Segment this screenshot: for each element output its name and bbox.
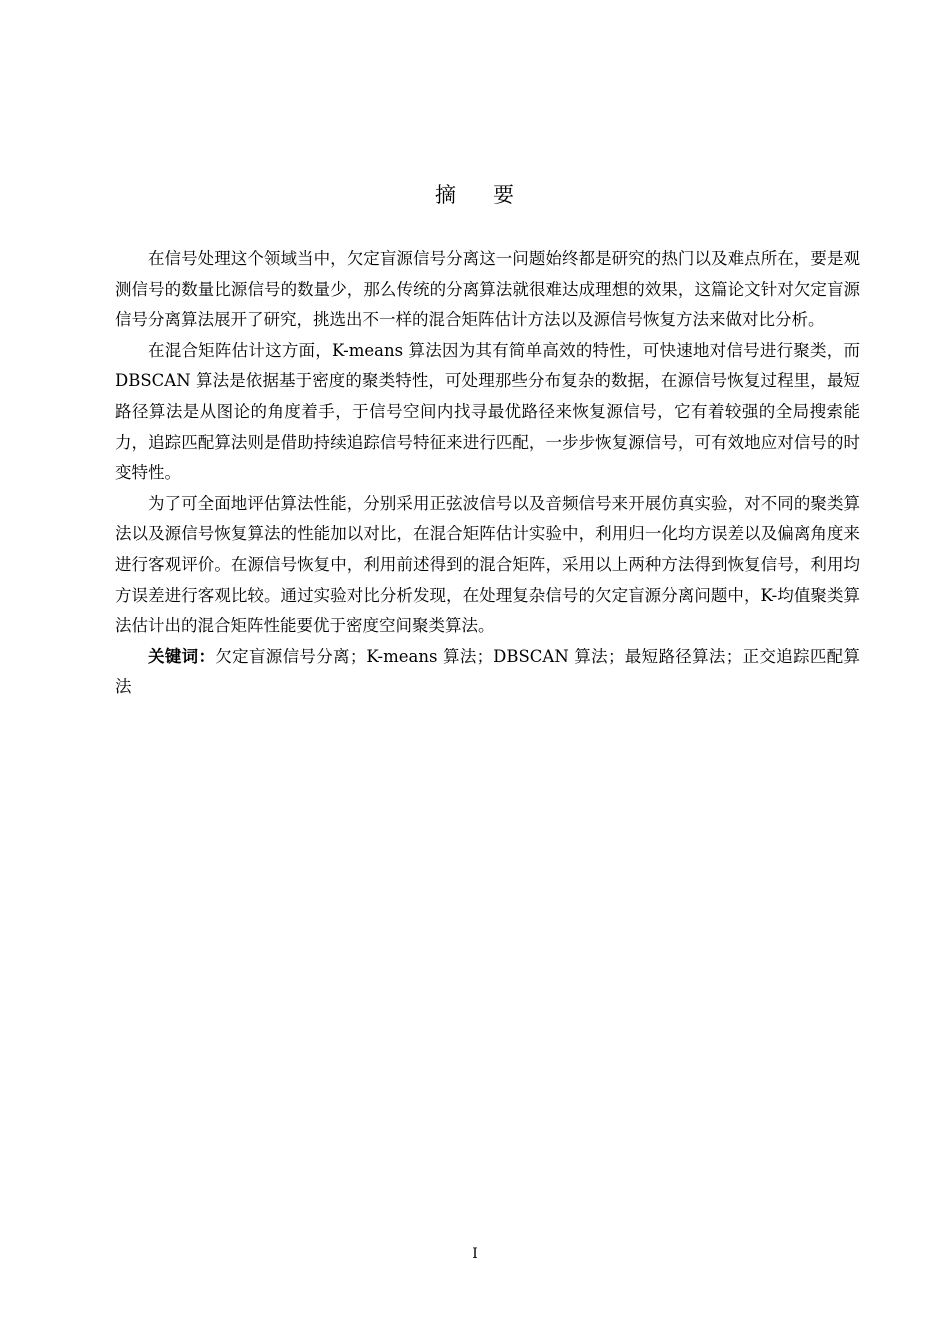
keywords-label: 关键词： [148,646,216,666]
title-char-2: 要 [493,183,515,207]
keywords-line [115,642,860,703]
abstract-paragraph-2: 在混合矩阵估计这方面，K-means 算法因为其有简单高效的特性，可快速地对信号进行聚类，而 DBSCAN 算法是依据基于密度的聚类特性，可处理那些分布复杂的数据，在源信号恢复过程里，最短路径算法是从图论的角度着手，于信号空间内找寻最优路径来恢复源信号，它有着较强的全局搜索能力，追踪匹配算法则是借助持续追踪信号特征来进行匹配，一步步恢复源信号，可有效地应对信号的时变特性。 [115,340,860,483]
keywords-text: 欠定盲源信号分离；K-means 算法；DBSCAN 算法；最短路径算法；正交追踪匹配算法 [115,646,861,697]
abstract-paragraph-1: 在信号处理这个领域当中，欠定盲源信号分离这一问题始终都是研究的热门以及难点所在，要是观测信号的数量比源信号的数量少，那么传统的分离算法就很难达成理想的效果，这篇论文针对欠定盲源信号分离算法展开了研究，挑选出不一样的混合矩阵估计方法以及源信号恢复方法来做对比分析。 [115,249,860,330]
page-number: I [472,1246,478,1262]
abstract-body [115,244,860,703]
abstract-paragraph-3: 为了可全面地评估算法性能，分别采用正弦波信号以及音频信号来开展仿真实验，对不同的聚类算法以及源信号恢复算法的性能加以对比，在混合矩阵估计实验中，利用归一化均方误差以及偏离角度来进行客观评价。在源信号恢复中，利用前述得到的混合矩阵，采用以上两种方法得到恢复信号，利用均方误差进行客观比较。通过实验对比分析发现，在处理复杂信号的欠定盲源分离问题中，K-均值聚类算法估计出的混合矩阵性能要优于密度空间聚类算法。 [115,493,860,636]
abstract-title [0,180,950,210]
title-char-1: 摘 [435,183,457,207]
